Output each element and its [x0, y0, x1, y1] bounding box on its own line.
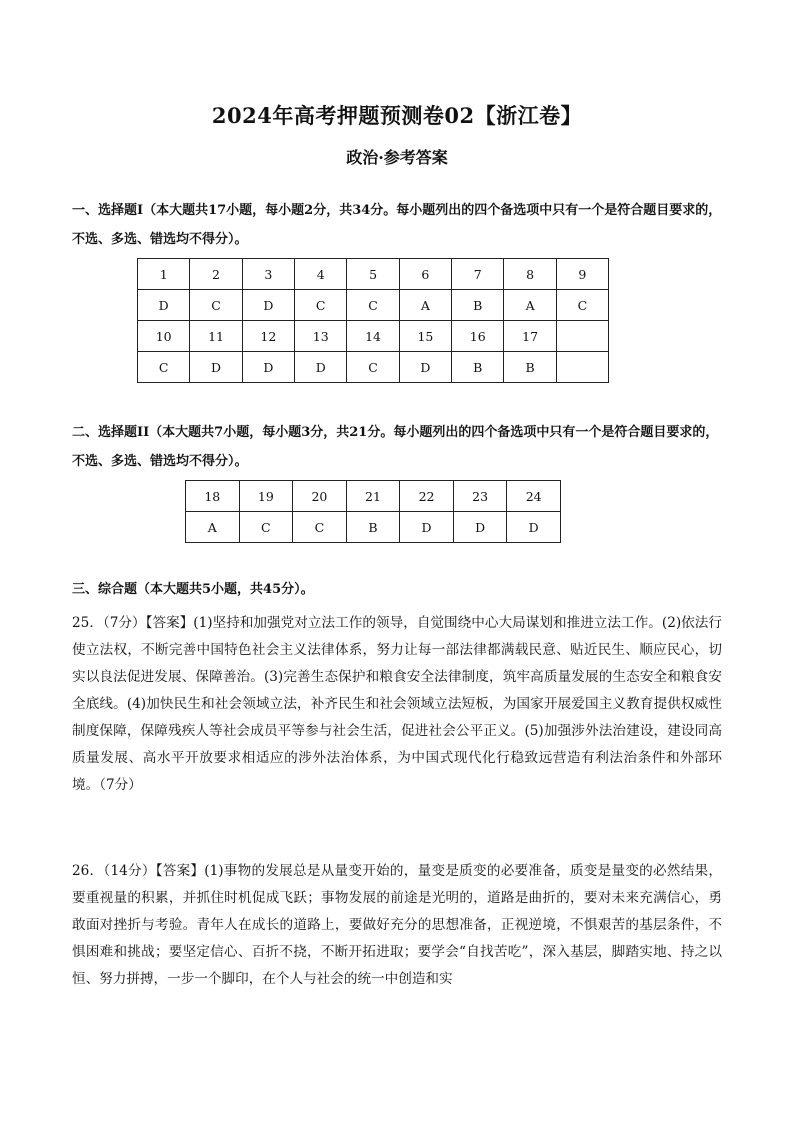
- question-26-answer: 26．（14分）【答案】(1)事物的发展总是从量变开始的，量变是质变的必要准备，质变是量变的必然结果，要重视量的积累，并抓住时机促成飞跃；事物发展的前途是光明的，道路是曲折的，要对未来充满信心，勇敢面对挫折与考验。青年人在成长的道路上，要做好充分的思想准备，正视逆境，不惧艰苦的基层条件，不惧困难和挑战；要坚定信心、百折不挠，不断开拓进取；要学会“自找苦吃”，深入基层，脚踏实地、持之以恒、努力拼搏，一步一个脚印，在个人与社会的统一中创造和实: [72, 863, 722, 987]
- table-cell: 10: [138, 321, 190, 352]
- table-row: [186, 481, 561, 512]
- table-cell: A: [504, 290, 556, 321]
- table-cell: D: [399, 352, 451, 383]
- table-cell: 16: [452, 321, 504, 352]
- page-title: 2024年高考押题预测卷02【浙江卷】: [211, 103, 583, 128]
- answer-table-2: [185, 480, 561, 543]
- table-row: [138, 352, 609, 383]
- table-cell: 12: [242, 321, 294, 352]
- table-cell: C: [190, 290, 242, 321]
- table-cell: D: [242, 290, 294, 321]
- table-cell: 9: [556, 259, 608, 290]
- table-cell: C: [347, 352, 399, 383]
- table-cell: D: [242, 352, 294, 383]
- table-cell: 15: [399, 321, 451, 352]
- table-cell: B: [452, 352, 504, 383]
- table-cell: 2: [190, 259, 242, 290]
- table-cell: 20: [293, 481, 347, 512]
- section-2-heading: 二、选择题II（本大题共7小题，每小题3分，共21分。每小题列出的四个备选项中只有一个是符合题目要求的，不选、多选、错选均不得分）。: [72, 425, 719, 469]
- table-cell: D: [190, 352, 242, 383]
- table-cell: 19: [239, 481, 293, 512]
- table-cell: 18: [186, 481, 240, 512]
- table-cell: [556, 321, 608, 352]
- table-cell: 8: [504, 259, 556, 290]
- table-cell: D: [453, 512, 507, 543]
- table-cell: 13: [295, 321, 347, 352]
- table-cell: D: [295, 352, 347, 383]
- table-cell: 22: [400, 481, 454, 512]
- section-3-heading: 三、综合题（本大题共5小题，共45分）。: [72, 582, 314, 597]
- table-cell: 1: [138, 259, 190, 290]
- table-cell: C: [556, 290, 608, 321]
- table-cell: A: [186, 512, 240, 543]
- table-cell: 7: [452, 259, 504, 290]
- table-cell: D: [138, 290, 190, 321]
- table-cell: 4: [295, 259, 347, 290]
- table-cell: 21: [346, 481, 400, 512]
- table-cell: C: [293, 512, 347, 543]
- table-cell: 17: [504, 321, 556, 352]
- section-1-heading: 一、选择题I（本大题共17小题，每小题2分，共34分。每小题列出的四个备选项中只有一个是符合题目要求的，不选、多选、错选均不得分）。: [72, 203, 722, 247]
- table-cell: D: [507, 512, 561, 543]
- table-cell: 24: [507, 481, 561, 512]
- table-cell: 11: [190, 321, 242, 352]
- table-row: [138, 290, 609, 321]
- question-25-answer: 25．（7分）【答案】(1)坚持和加强党对立法工作的领导，自觉围绕中心大局谋划和推进立法工作。(2)依法行使立法权，不断完善中国特色社会主义法律体系，努力让每一部法律都满载民意、贴近民生、顺应民心，切实以良法促进发展、保障善治。(3)完善生态保护和粮食安全法律制度，筑牢高质量发展的生态安全和粮食安全底线。(4)加快民生和社会领域立法，补齐民生和社会领域立法短板，为国家开展爱国主义教育提供权威性制度保障，保障残疾人等社会成员平等参与社会生活，促进社会公平正义。(5)加强涉外法治建设，建设同高质量发展、高水平开放要求相适应的涉外法治体系，为中国式现代化行稳致远营造有利法治条件和外部环境。（7分）: [72, 615, 722, 793]
- table-cell: D: [400, 512, 454, 543]
- table-cell: 23: [453, 481, 507, 512]
- answer-table-1: [137, 258, 609, 383]
- table-cell: B: [346, 512, 400, 543]
- table-cell: B: [452, 290, 504, 321]
- table-row: [138, 259, 609, 290]
- table-cell: 14: [347, 321, 399, 352]
- table-row: [186, 512, 561, 543]
- page-subtitle: 政治·参考答案: [346, 148, 448, 167]
- table-cell: A: [399, 290, 451, 321]
- table-cell: [556, 352, 608, 383]
- table-cell: 6: [399, 259, 451, 290]
- table-cell: 5: [347, 259, 399, 290]
- table-row: [138, 321, 609, 352]
- table-cell: B: [504, 352, 556, 383]
- table-cell: C: [295, 290, 347, 321]
- table-cell: C: [347, 290, 399, 321]
- table-cell: C: [239, 512, 293, 543]
- table-cell: 3: [242, 259, 294, 290]
- table-cell: C: [138, 352, 190, 383]
